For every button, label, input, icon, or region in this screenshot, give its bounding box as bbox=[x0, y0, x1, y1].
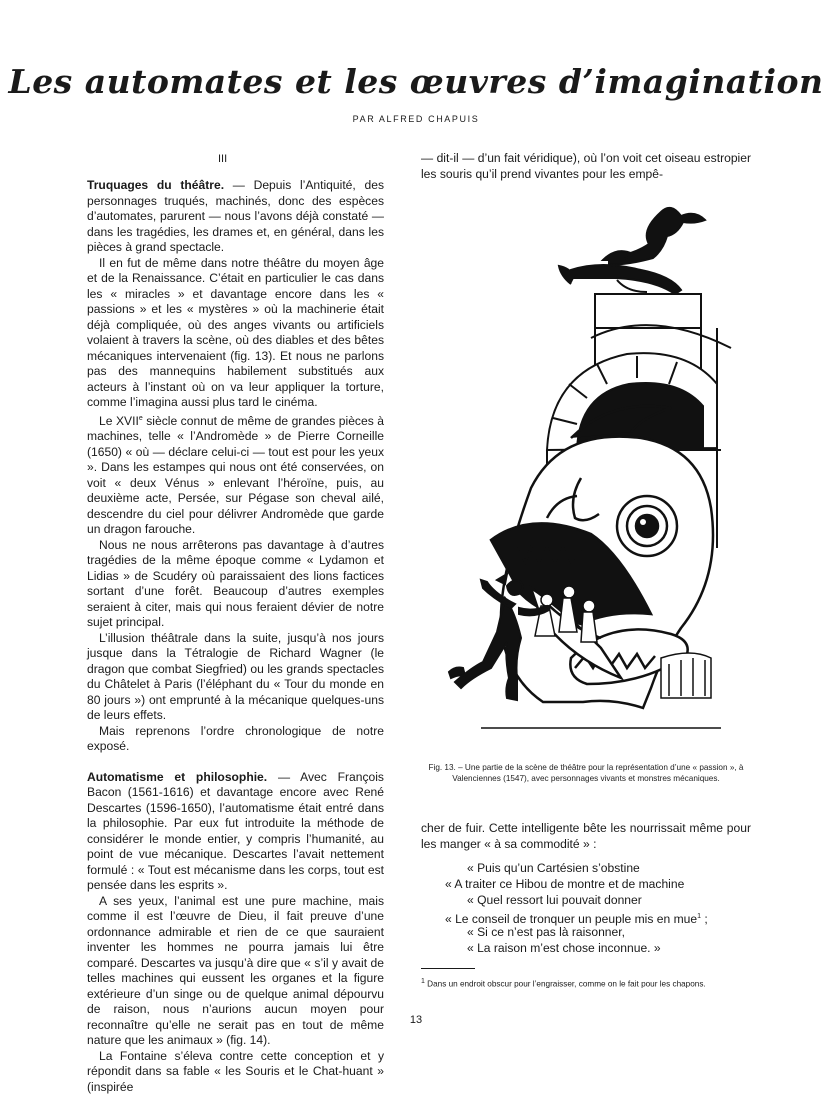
section-number: III bbox=[218, 153, 228, 165]
verse-line: « Si ce n’est pas là raisonner, bbox=[467, 925, 625, 939]
author-byline: PAR ALFRED CHAPUIS bbox=[352, 114, 480, 124]
left-column bbox=[87, 178, 384, 1095]
footnote bbox=[421, 976, 751, 990]
paragraph bbox=[87, 770, 384, 894]
paragraph: Nous ne nous arrêterons pas davantage à d’autres tragédies de la même époque comme « Lydamon et Lidias » de Scudéry où paraissaient des lions factices sortant d’une forêt. Beaucoup d’autres exemples seraient à citer, mais qui nous feraient dévier de notre sujet principal. bbox=[87, 537, 384, 630]
section-heading: Truquages du théâtre. bbox=[87, 178, 225, 192]
article-title: Les automates et les œuvres d’imagination bbox=[8, 62, 824, 101]
verse-line: « La raison m’est chose inconnue. » bbox=[467, 941, 661, 955]
paragraph: Il en fut de même dans notre théâtre du moyen âge et de la Renaissance. C’était en particulier le cas dans les « miracles » et davantage encore dans les « passions » et les « mystères » où la machinerie était déjà compliquée, où des anges vivants ou artificiels volaient à travers la scène, où des diables et des bêtes mécaniques intervenaient (fig. 13). Et nous ne parlons pas des mannequins habilement substitués aux acteurs à l’instant où on va leur appliquer la torture, comme l’imagina aussi plus tard le cinéma. bbox=[87, 255, 384, 409]
verse-line: « Puis qu’un Cartésien s’obstine bbox=[467, 861, 640, 875]
right-column-top bbox=[421, 151, 751, 182]
paragraph: La Fontaine s’éleva contre cette conception et y répondit dans sa fable « les Souris et le Chat-huant » (inspirée bbox=[87, 1048, 384, 1094]
verse-punctuation: ; bbox=[701, 912, 708, 927]
verse-text: « Le conseil de tronquer un peuple mis en mue bbox=[445, 912, 698, 927]
theatre-monster-drawing bbox=[421, 188, 751, 752]
figure-13-illustration bbox=[421, 188, 751, 752]
verse-line: « A traiter ce Hibou de montre et de machine bbox=[445, 877, 685, 891]
page-number: 13 bbox=[409, 1014, 423, 1026]
paragraph bbox=[87, 411, 384, 538]
right-column-bottom bbox=[421, 821, 751, 852]
superscript: e bbox=[138, 414, 143, 422]
footnote-rule bbox=[421, 968, 475, 969]
paragraph: — dit-il — d’un fait véridique), où l’on voit cet oiseau estropier les souris qu’il prend vivantes pour les empê- bbox=[421, 151, 751, 181]
paragraph-text: — Avec François Bacon (1561-1616) et davantage encore avec René Descartes (1596-1650), l’automatisme était entré dans la philosophie. Par eux fut introduite la méthode de considérer le monde entier, y compris l’humanité, au point de vue mécanique. Descartes l’avait nettement formulé : « Tout est mécanisme dans les corps, tout est pensée dans les esprits ». bbox=[87, 769, 384, 893]
paragraph: A ses yeux, l’animal est une pure machine, mais comme il est l’œuvre de Dieu, il fait preuve d’une ordonnance admirable et rien de ce que sauraient inventer les hommes ne pourra jamais lui être comparé. Descartes va jusqu’à dire que « s’il y avait de telles machines qui eussent les organes et la figure extérieure d’un singe ou de quelque animal dépourvu de raison, nous n’aurions aucun moyen pour reconnaître qu’elle ne serait pas en tout de même nature que les animaux » (fig. 14). bbox=[87, 893, 384, 1048]
paragraph: L’illusion théâtrale dans la suite, jusqu’à nos jours jusque dans la Tétralogie de Richard Wagner (le dragon que combat Siegfried) ou les grands spectacles du Châtelet à Paris (l’éléphant du « Tour du monde en 80 jours ») ont emprunté à la mécanique quelques-uns de leurs effets. bbox=[87, 630, 384, 723]
footnote-number: 1 bbox=[421, 978, 425, 985]
paragraph: cher de fuir. Cette intelligente bête les nourrissait même pour les manger « à sa commodité » : bbox=[421, 821, 751, 851]
footnote-marker: 1 bbox=[697, 913, 702, 920]
paragraph: Mais reprenons l’ordre chronologique de notre exposé. bbox=[87, 723, 384, 754]
verse-line: « Quel ressort lui pouvait donner bbox=[467, 893, 642, 907]
paragraph bbox=[87, 178, 384, 256]
paragraph-text: siècle connut de même de grandes pièces à machines, telle « l’Andromède » de Pierre Corneille (1650) « où — déclare celui-ci — tout est pour les yeux ». Dans les estampes qui nous ont été conservées, on voit « deux Vénus » enlevant l’héroïne, puis, au deuxième acte, Persée, sur Pégase son cheval ailé, descendre du ciel pour délivrer Andromède que garde un dragon farouche. bbox=[87, 413, 384, 537]
paragraph-text: — Depuis l’Antiquité, des personnages truqués, machinés, donc des espèces d’automates, parurent — nous l’avons déjà constaté — dans les tragédies, les drames et, en général, dans les pièces à grand spectacle. bbox=[87, 178, 384, 254]
footnote-text: Dans un endroit obscur pour l’engraisser, comme on le fait pour les chapons. bbox=[424, 979, 706, 989]
paragraph-text: Le XVII bbox=[99, 413, 139, 428]
section-heading: Automatisme et philosophie. bbox=[87, 769, 268, 784]
dragon-figure bbox=[559, 208, 705, 294]
figure-caption: Fig. 13. – Une partie de la scène de théâtre pour la représentation d’une « passion », à Valenciennes (1547), avec personnages vivants et monstres mécaniques. bbox=[428, 763, 744, 783]
